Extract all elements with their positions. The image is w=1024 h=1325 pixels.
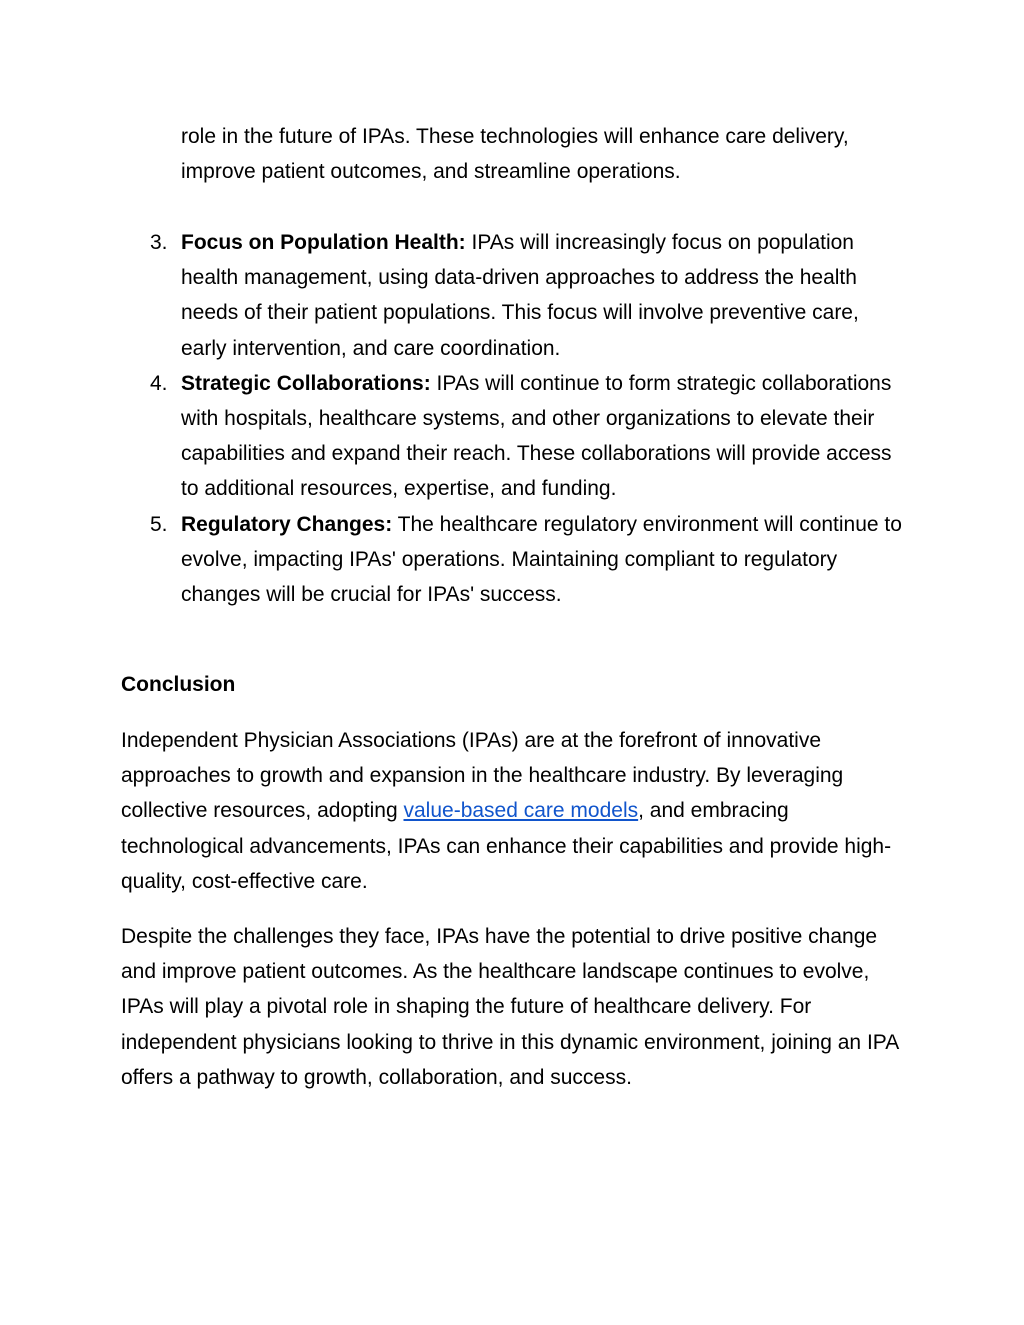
list-number: 3. [150, 231, 168, 254]
list-number: 4. [150, 371, 168, 395]
list-item-text: The healthcare regulatory environment will continue to evolve, impacting IPAs' operations. Maintaining compliant to regulatory changes will be crucial for IPAs' success. [181, 512, 902, 607]
conclusion-paragraph-2: Despite the challenges they face, IPAs have the potential to drive positive change and improve patient outcomes. As the healthcare landscape continues to evolve, IPAs will play a pivotal role in shaping the future of healthcare delivery. For independent physicians looking to thrive in this dynamic environment, joining an IPA offers a pathway to growth, collaboration, and success. [121, 925, 899, 1089]
list-item-text: IPAs will continue to form strategic collaborations with hospitals, healthcare systems, and other organizations to elevate their capabilities and expand their reach. These collaborations will provide access to additional resources, expertise, and funding. [181, 371, 892, 501]
list-item-term: Regulatory Changes: [181, 512, 393, 536]
list-item-term: Focus on Population Health: [181, 231, 466, 254]
conclusion-paragraph-1 [121, 723, 901, 899]
paragraph-text: Independent Physician Associations (IPAs) are at the forefront of innovative approaches to growth and expansion in the healthcare industry. By leveraging collective resources, adopting [121, 729, 844, 823]
paragraph-text: , and embracing technological advancements, IPAs can enhance their capabilities and provide high-quality, cost-effective care. [121, 799, 892, 893]
future-trends-list [120, 225, 910, 612]
list-item-population-health [120, 225, 910, 366]
conclusion-heading: Conclusion [121, 673, 236, 696]
list-item-text: IPAs will increasingly focus on population health management, using data-driven approaches to address the health needs of their patient populations. This focus will involve preventive care, early intervention, and care coordination. [181, 231, 859, 360]
list-item-strategic-collaborations [120, 366, 910, 507]
list-item-term: Strategic Collaborations: [181, 371, 431, 395]
value-based-care-models-link[interactable]: value-based care models [403, 799, 639, 823]
list-item-regulatory-changes [120, 507, 910, 613]
list-item-2-continuation: role in the future of IPAs. These technologies will enhance care delivery, improve patient outcomes, and streamline operations. [181, 125, 849, 184]
list-number: 5. [150, 512, 168, 536]
